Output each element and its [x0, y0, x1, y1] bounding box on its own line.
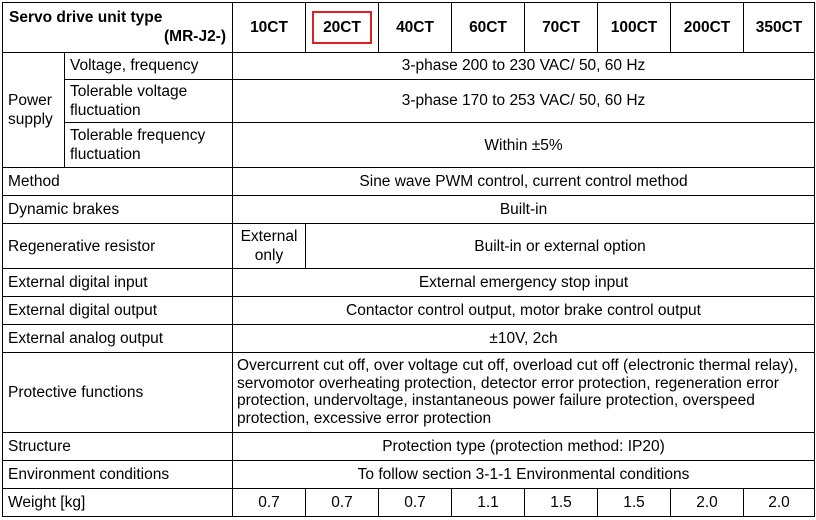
table-row: [3, 433, 815, 461]
model-header-350ct: 350CT: [744, 3, 815, 53]
type-label: Servo drive unit type: [9, 9, 163, 27]
model-header-100ct: 100CT: [598, 3, 671, 53]
model-header-60ct: 60CT: [452, 3, 525, 53]
row-value: 3-phase 170 to 253 VAC/ 50, 60 Hz: [233, 79, 815, 122]
table-row: [3, 296, 815, 324]
row-label: External digital input: [3, 268, 233, 296]
weight-value: 0.7: [233, 489, 306, 517]
table-row: [3, 268, 815, 296]
row-label: Environment conditions: [3, 461, 233, 489]
row-label: Protective functions: [3, 352, 233, 433]
row-value: Within ±5%: [233, 122, 815, 168]
table-row: [3, 196, 815, 224]
type-header-cell: [3, 3, 233, 53]
row-value: Sine wave PWM control, current control method: [233, 168, 815, 196]
row-value: Built-in: [233, 196, 815, 224]
power-supply-group-label: Power supply: [3, 52, 65, 168]
highlighted-model-label: 20CT: [312, 11, 372, 44]
row-label: Structure: [3, 433, 233, 461]
row-value: Overcurrent cut off, over voltage cut off, overload cut off (electronic thermal relay), servomotor overheating protection, detector error protection, regeneration error protection, undervoltage, instantaneous power failure protection, overspeed protection, excessive error protection: [233, 352, 815, 433]
row-value: Protection type (protection method: IP20): [233, 433, 815, 461]
row-value: External emergency stop input: [233, 268, 815, 296]
row-label: External digital output: [3, 296, 233, 324]
row-label: Dynamic brakes: [3, 196, 233, 224]
table-row: [3, 52, 815, 79]
table-row: [3, 79, 815, 122]
row-label: Tolerable voltage fluctuation: [65, 79, 233, 122]
row-value: ±10V, 2ch: [233, 324, 815, 352]
row-value: 3-phase 200 to 230 VAC/ 50, 60 Hz: [233, 52, 815, 79]
table-row: [3, 352, 815, 433]
model-header-20ct: [306, 3, 379, 53]
row-value: Contactor control output, motor brake control output: [233, 296, 815, 324]
weight-value: 2.0: [671, 489, 744, 517]
row-label: Method: [3, 168, 233, 196]
table-row: [3, 489, 815, 517]
weight-value: 0.7: [379, 489, 452, 517]
row-label: External analog output: [3, 324, 233, 352]
weight-value: 2.0: [744, 489, 815, 517]
table-row: [3, 168, 815, 196]
model-header-10ct: 10CT: [233, 3, 306, 53]
regen-10ct-value: External only: [233, 224, 306, 268]
table-row: [3, 122, 815, 168]
header-row: [3, 3, 815, 53]
row-label: Weight [kg]: [3, 489, 233, 517]
weight-value: 1.5: [598, 489, 671, 517]
table-row: [3, 461, 815, 489]
weight-value: 1.5: [525, 489, 598, 517]
weight-value: 1.1: [452, 489, 525, 517]
table-row: [3, 224, 815, 268]
row-value: To follow section 3-1-1 Environmental conditions: [233, 461, 815, 489]
regen-other-value: Built-in or external option: [306, 224, 815, 268]
type-model: (MR-J2-): [164, 28, 227, 46]
servo-spec-table: [2, 2, 815, 517]
row-label: Voltage, frequency: [65, 52, 233, 79]
row-label: Regenerative resistor: [3, 224, 233, 268]
weight-value: 0.7: [306, 489, 379, 517]
model-header-40ct: 40CT: [379, 3, 452, 53]
model-header-70ct: 70CT: [525, 3, 598, 53]
row-label: Tolerable frequency fluctuation: [65, 122, 233, 168]
model-header-200ct: 200CT: [671, 3, 744, 53]
table-row: [3, 324, 815, 352]
